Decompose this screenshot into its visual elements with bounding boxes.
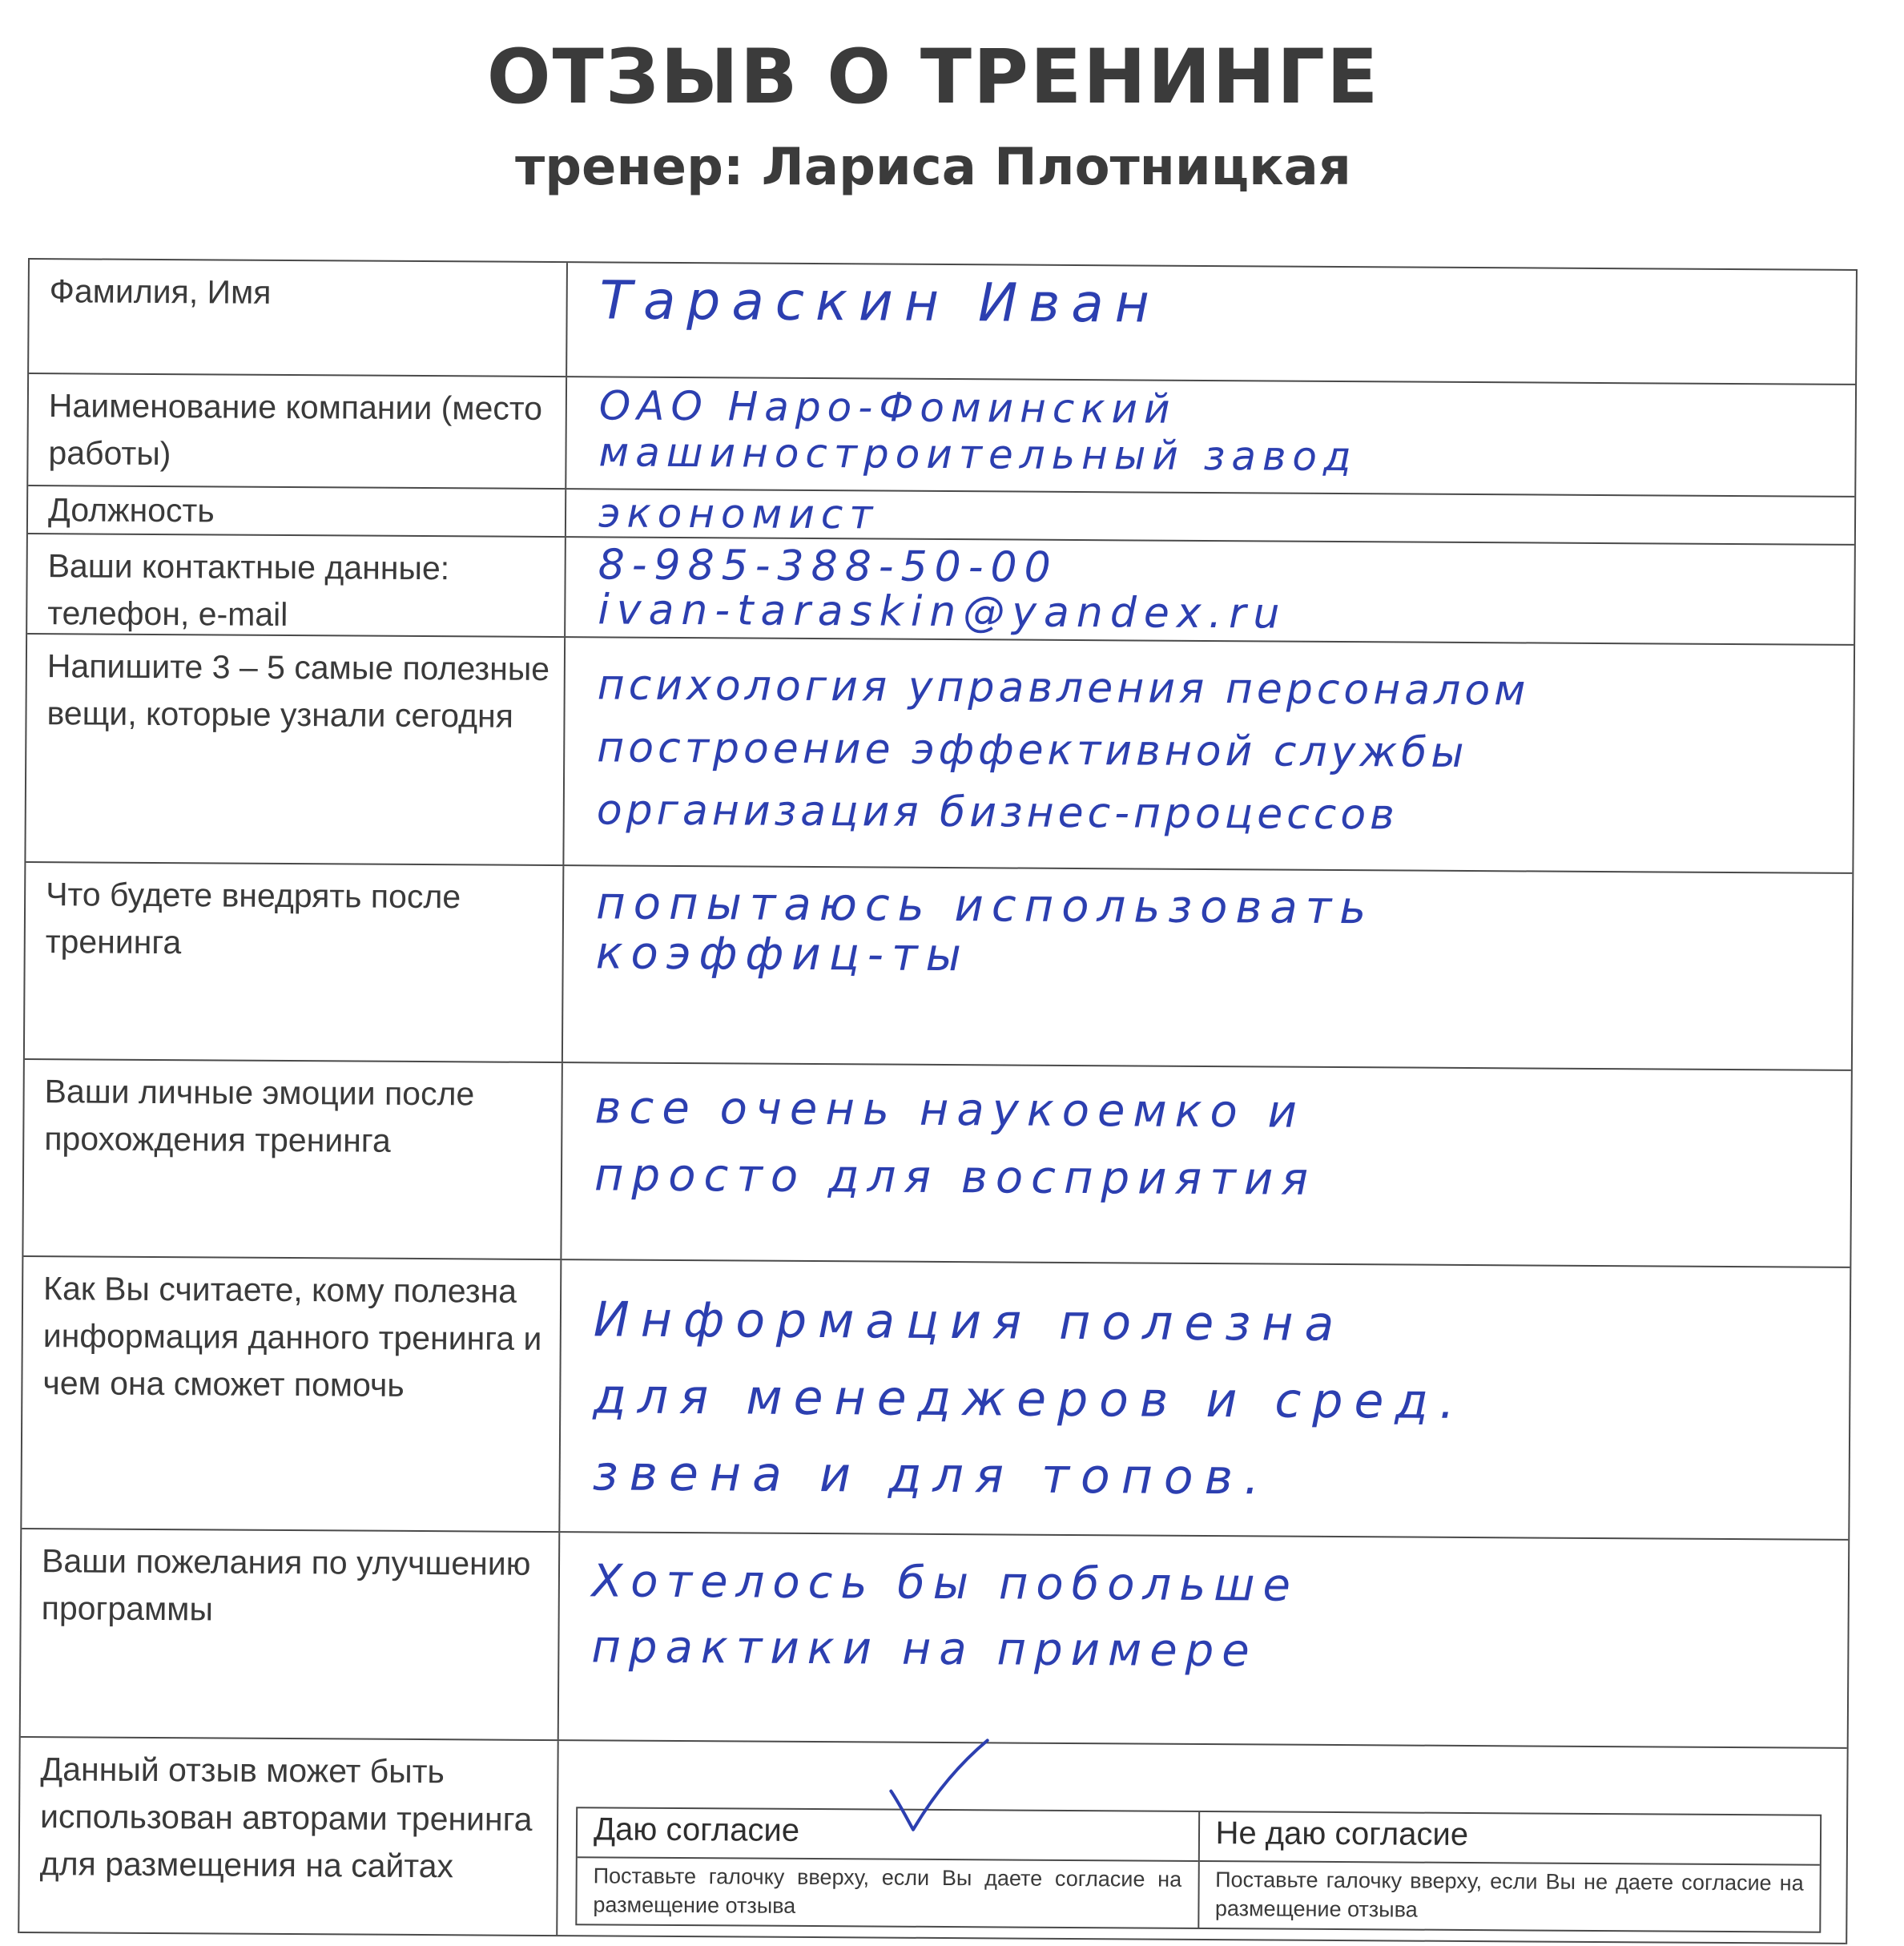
- label-contacts: Ваши контактные данные: телефон, e-mail: [27, 534, 566, 636]
- consent-area: [558, 1741, 1846, 1943]
- disagree-note: Поставьте галочку вверху, если Вы не даете согласие на размещение отзыва: [1214, 1867, 1804, 1922]
- answer-contacts: 8-985-388-50-00 ivan-taraskin@yandex.ru: [598, 541, 1287, 639]
- label-wishes: Ваши пожелания по улучшению программы: [21, 1529, 561, 1739]
- row-company: [28, 374, 1855, 498]
- label-company: Наименование компании (место работы): [28, 374, 567, 488]
- handwritten-checkmark-icon: [875, 1734, 996, 1855]
- answer-company: ОАО Наро-Фоминский машиностроительный завод: [598, 382, 1358, 481]
- row-consent: [19, 1738, 1846, 1944]
- row-audience: [22, 1257, 1850, 1541]
- agree-note: Поставьте галочку вверху, если Вы даете согласие на размещение отзыва: [593, 1863, 1182, 1918]
- disagree-option[interactable]: [1198, 1812, 1820, 1932]
- answer-wishes: Хотелось бы побольше практики на примере: [591, 1555, 1299, 1678]
- row-useful: [26, 635, 1854, 874]
- trainer-subtitle: тренер: Лариса Плотницкая: [515, 138, 1351, 197]
- label-name: Фамилия, Имя: [29, 260, 568, 376]
- agree-title: Даю согласие: [578, 1808, 1198, 1862]
- label-implement: Что будете внедрять после тренинга: [25, 863, 564, 1062]
- row-wishes: [21, 1529, 1849, 1749]
- label-position: Должность: [28, 486, 566, 536]
- row-implement: [25, 863, 1852, 1071]
- row-name: [29, 260, 1856, 385]
- row-contacts: [27, 534, 1854, 646]
- label-useful: Напишите 3 – 5 самые полезные вещи, которые узнали сегодня: [26, 635, 566, 864]
- label-consent: Данный отзыв может быть использован авторами тренинга для размещения на сайтах: [19, 1738, 558, 1935]
- label-audience: Как Вы считаете, кому полезна информация данного тренинга и чем она сможет помочь: [22, 1257, 562, 1531]
- answer-emotions: все очень наукоемко и просто для восприятия: [594, 1082, 1317, 1206]
- consent-options: [575, 1807, 1821, 1932]
- answer-implement: попытаюсь использовать коэффиц-ты: [595, 877, 1375, 982]
- disagree-title: Не даю согласие: [1199, 1812, 1820, 1866]
- feedback-table: [18, 258, 1858, 1944]
- answer-audience: Информация полезна для менеджеров и сред. звена и для топов.: [592, 1291, 1467, 1506]
- form-title: ОТЗЫВ О ТРЕНИНГЕ: [486, 34, 1380, 121]
- label-emotions: Ваши личные эмоции после прохождения тренинга: [23, 1060, 562, 1259]
- answer-useful: психология управления персоналом построение эффективной службы организация бизнес-процессов: [596, 661, 1530, 840]
- answer-name: Тараскин Иван: [599, 269, 1161, 335]
- answer-position: экономист: [598, 490, 880, 538]
- row-emotions: [23, 1060, 1850, 1268]
